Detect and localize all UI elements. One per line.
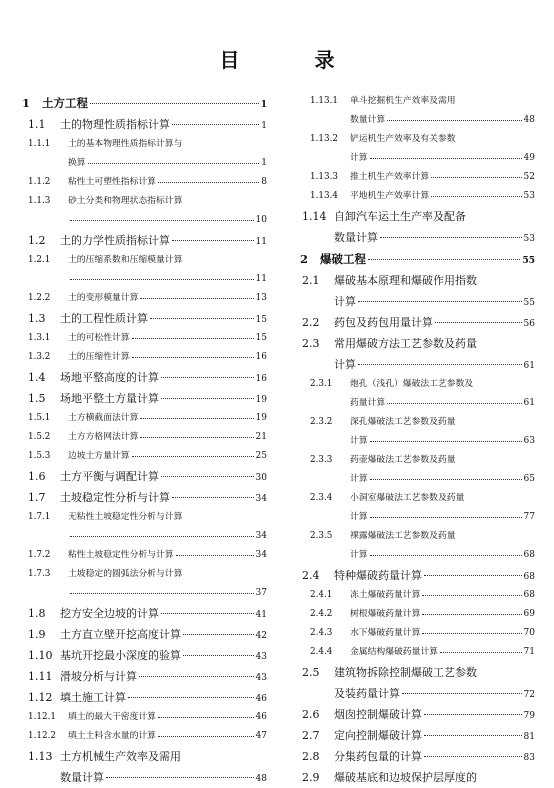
toc-dot-leader [424,735,522,736]
toc-entry-number: 2.4 [302,569,320,582]
toc-entry [22,508,267,527]
toc-dot-leader [435,322,522,323]
toc-entry-number: 1.3.2 [28,352,51,362]
toc-entry [300,662,535,683]
toc-dot-leader [370,158,522,159]
toc-dot-leader [139,676,254,677]
toc-dot-leader [158,182,259,183]
toc-entry [22,447,267,466]
toc-dot-leader [172,124,259,125]
toc-entry [300,470,535,489]
toc-entry-number: 1.9 [28,628,46,641]
toc-entry-title: 无粘性土坡稳定性分析与计算 [68,512,183,522]
toc-dot-leader [88,163,260,164]
toc-page-number: 47 [255,731,267,741]
toc-entry-number: 1.1 [28,118,46,131]
toc-entry [22,603,267,624]
toc-entry [300,354,535,375]
toc-entry-title: 单斗挖掘机生产效率及需用 [350,96,456,106]
toc-entry-title: 边坡土方量计算 [68,451,130,461]
toc-entry-title: 土坡稳定的圆弧法分析与计算 [68,569,183,579]
toc-entry-number: 2.5 [302,666,320,679]
toc-page-number: 68 [523,572,535,582]
toc-dot-leader [140,437,253,438]
toc-page-number: 43 [255,673,267,683]
toc-entry-title: 数量计算 [60,771,104,784]
toc-page-number: 16 [255,374,267,384]
toc-page-number: 79 [523,711,535,721]
toc-entry-number: 1.14 [302,210,327,223]
toc-entry-title: 粘性土坡稳定性分析与计算 [68,550,174,560]
toc-page-number: 48 [523,115,535,125]
toc-entry-title: 常用爆破方法工艺参数及药量 [334,337,477,350]
toc-dot-leader [183,634,254,635]
toc-entry [22,388,267,409]
toc-entry-title: 计算 [350,512,368,522]
toc-entry-number: 2.4.3 [310,628,333,638]
toc-entry-title: 自卸汽车运土生产率及配备 [334,210,466,223]
toc-entry [300,565,535,586]
toc-entry-title: 药包及药包用量计算 [334,316,433,329]
toc-entry [22,527,267,546]
toc-entry [300,489,535,508]
toc-page-number: 63 [523,436,535,446]
toc-entry-title: 烟囱控制爆破计算 [334,708,422,721]
toc-entry-number: 1.13.4 [310,191,338,201]
toc-entry-title: 滑坡分析与计算 [60,670,137,683]
toc-entry-title: 计算 [334,295,356,308]
toc-dot-leader [140,418,253,419]
toc-page-number: 53 [523,234,535,244]
toc-page-number: 30 [255,473,267,483]
toc-page-number: 68 [523,550,535,560]
toc-page-number: 25 [255,451,267,461]
toc-entry-title: 土的基本物理性质指标计算与 [68,139,183,149]
toc-page-number: 55 [523,298,535,308]
toc-entry [300,248,535,270]
toc-entry [22,767,267,788]
toc-dot-leader [424,575,522,576]
toc-entry [300,227,535,248]
toc-entry-title: 冻土爆破药量计算 [350,590,421,600]
toc-entry-number: 1.7 [28,491,46,504]
toc-dot-leader [422,595,521,596]
toc-page-number: 16 [255,352,267,362]
toc-entry [300,432,535,451]
toc-entry [22,308,267,329]
toc-entry-title: 平地机生产效率计算 [350,191,430,201]
toc-page-number: 15 [255,315,267,325]
toc-entry-number: 2.6 [302,708,320,721]
toc-entry [300,527,535,546]
toc-page-number: 37 [255,588,267,598]
toc-page-number: 34 [255,494,267,504]
toc-entry-number: 2 [300,252,309,266]
toc-entry [300,312,535,333]
toc-page-number: 71 [523,647,535,657]
toc-entry-number: 1.5.2 [28,432,51,442]
toc-page-number: 55 [522,256,535,266]
toc-entry-number: 1.7.3 [28,569,51,579]
toc-entry-number: 1.8 [28,607,46,620]
toc-entry [300,270,535,291]
toc-entry-title: 场地平整土方量计算 [60,392,159,405]
toc-entry-number: 2.4.1 [310,590,333,600]
toc-dot-leader [431,177,521,178]
toc-page-number: 52 [523,172,535,182]
toc-page-number: 34 [255,550,267,560]
toc-dot-leader [70,220,254,221]
toc-entry-title: 树根爆破药量计算 [350,609,421,619]
toc-entry [22,329,267,348]
toc-page-number: 53 [523,191,535,201]
toc-dot-leader [161,613,254,614]
toc-dot-leader [158,717,254,718]
toc-page-number: 56 [523,319,535,329]
toc-dot-leader [402,693,522,694]
toc-entry [300,149,535,168]
toc-entry-title: 填土施工计算 [60,691,126,704]
toc-entry [22,727,267,746]
toc-entry-title: 土的物理性质指标计算 [60,118,170,131]
toc-entry-title: 土的压缩性计算 [68,352,130,362]
toc-entry-title: 金属结构爆破药量计算 [350,647,438,657]
toc-entry-title: 计算 [350,436,368,446]
toc-entry [300,111,535,130]
toc-entry-number: 1.10 [28,649,53,662]
toc-entry-title: 铲运机生产效率及有关参数 [350,134,456,144]
toc-entry [300,130,535,149]
toc-entry [300,508,535,527]
toc-entry [22,289,267,308]
toc-entry [300,394,535,413]
toc-entry-title: 土方横截面法计算 [68,413,139,423]
toc-dot-leader [358,364,522,365]
toc-entry [300,413,535,432]
toc-dot-leader [158,736,254,737]
toc-entry [22,687,267,708]
toc-page-number: 41 [255,610,267,620]
toc-page-number: 65 [523,474,535,484]
toc-entry [22,348,267,367]
toc-entry-title: 计算 [334,358,356,371]
toc-entry-number: 1.2.2 [28,293,51,303]
toc-entry-number: 1.2.1 [28,255,51,265]
toc-dot-leader [172,497,254,498]
toc-entry [300,168,535,187]
toc-entry-title: 及装药量计算 [334,687,400,700]
toc-entry [300,605,535,624]
toc-page-number: 61 [523,361,535,371]
toc-entry-number: 1.13 [28,750,53,763]
toc-page-number: 43 [255,652,267,662]
toc-entry-title: 数量计算 [350,115,386,125]
toc-entry-number: 2.3 [302,337,320,350]
toc-page-number: 48 [255,774,267,784]
toc-entry [22,708,267,727]
toc-page-number: 83 [523,753,535,763]
toc-entry-title: 小洞室爆破法工艺参数及药量 [350,493,465,503]
toc-entry-number: 2.3.1 [310,379,333,389]
toc-entry-title: 换算 [68,158,86,168]
toc-entry [22,666,267,687]
toc-entry-number: 1.3 [28,312,46,325]
toc-dot-leader [422,614,521,615]
toc-left-column [22,92,267,788]
toc-page-number: 11 [255,237,267,247]
toc-entry [22,466,267,487]
toc-entry-number: 2.4.4 [310,647,333,657]
toc-entry-title: 建筑物拆除控制爆破工艺参数 [334,666,477,679]
toc-entry-title: 土方平衡与调配计算 [60,470,159,483]
toc-dot-leader [161,398,254,399]
toc-page-number: 13 [255,293,267,303]
toc-dot-leader [387,403,521,404]
toc-entry [22,409,267,428]
toc-entry-number: 1.12.1 [28,712,56,722]
toc-entry [22,367,267,388]
toc-dot-leader [387,120,521,121]
toc-entry-number: 1.12 [28,691,53,704]
toc-entry [22,584,267,603]
toc-entry-number: 2.8 [302,750,320,763]
toc-entry-title: 计算 [350,550,368,560]
toc-right-column [300,92,535,788]
toc-entry-title: 土方直立壁开挖高度计算 [60,628,181,641]
toc-entry-title: 填土的最大干密度计算 [68,712,156,722]
toc-entry [22,192,267,211]
toc-entry-number: 2.9 [302,771,320,784]
toc-entry-number: 1.11 [28,670,53,683]
toc-page-number: 8 [261,177,267,187]
toc-entry [22,251,267,270]
toc-entry-number: 1.5.1 [28,413,51,423]
toc-entry-title: 土的工程性质计算 [60,312,148,325]
toc-entry-title: 粘性土可塑性指标计算 [68,177,156,187]
toc-dot-leader [183,655,254,656]
toc-dot-leader [431,196,521,197]
toc-entry-number: 2.3.4 [310,493,333,503]
toc-page-number: 72 [523,690,535,700]
toc-dot-leader [176,555,254,556]
toc-page-number: 1 [260,100,267,110]
toc-entry [22,546,267,565]
toc-dot-leader [370,517,522,518]
toc-entry-number: 2.4.2 [310,609,333,619]
toc-entry [300,624,535,643]
toc-dot-leader [422,633,521,634]
toc-entry-number: 1.1.1 [28,139,51,149]
toc-entry-number: 1.4 [28,371,46,384]
toc-entry [300,643,535,662]
toc-entry-number: 1.7.2 [28,550,51,560]
toc-entry-number: 2.1 [302,274,320,287]
toc-entry-title: 土的可松性计算 [68,333,130,343]
toc-entry [22,565,267,584]
toc-entry-number: 1.13.3 [310,172,338,182]
toc-page-number: 46 [255,712,267,722]
toc-entry-title: 数量计算 [334,231,378,244]
toc-entry-title: 土坡稳定性分析与计算 [60,491,170,504]
toc-page-number: 19 [255,395,267,405]
toc-entry [300,187,535,206]
toc-dot-leader [132,456,254,457]
toc-dot-leader [370,479,522,480]
toc-entry-title: 场地平整高度的计算 [60,371,159,384]
toc-entry-title: 砂土分类和物理状态指标计算 [68,196,183,206]
toc-entry-number: 1.3.1 [28,333,51,343]
toc-entry-number: 2.7 [302,729,320,742]
toc-dot-leader [358,301,522,302]
toc-page-number: 10 [255,215,267,225]
toc-entry-title: 分集药包量的计算 [334,750,422,763]
toc-entry-title: 土的力学性质指标计算 [60,234,170,247]
toc-page-number: 11 [255,274,267,284]
toc-dot-leader [161,476,254,477]
toc-dot-leader [140,298,253,299]
toc-entry [22,428,267,447]
toc-entry [300,704,535,725]
toc-dot-leader [132,357,254,358]
toc-entry-number: 1.13.2 [310,134,338,144]
toc-entry-title: 特种爆破药量计算 [334,569,422,582]
toc-entry-number: 1.5.3 [28,451,51,461]
toc-page-number: 1 [261,121,267,131]
toc-entry-title: 推土机生产效率计算 [350,172,430,182]
toc-entry [22,645,267,666]
toc-page-number: 77 [523,512,535,522]
toc-dot-leader [150,318,254,319]
toc-entry-title: 土的变形模量计算 [68,293,139,303]
toc-entry [22,270,267,289]
toc-page-number: 34 [255,531,267,541]
toc-entry-number: 2.3.5 [310,531,333,541]
toc-entry [300,725,535,746]
toc-dot-leader [424,756,522,757]
toc-entry-number: 2.3.2 [310,417,333,427]
toc-page-number: 69 [523,609,535,619]
toc-entry-title: 计算 [350,153,368,163]
toc-dot-leader [132,338,254,339]
toc-dot-leader [172,240,254,241]
toc-dot-leader [161,377,254,378]
toc-page-number: 42 [255,631,267,641]
toc-entry-number: 1.7.1 [28,512,51,522]
toc-page-number: 49 [523,153,535,163]
toc-dot-leader [370,555,522,556]
toc-entry [300,746,535,767]
toc-entry-title: 爆破基底和边坡保护层厚度的 [334,771,477,784]
toc-entry-number: 1.13.1 [310,96,338,106]
toc-dot-leader [368,259,520,260]
toc-entry [300,206,535,227]
toc-entry-number: 1 [22,96,31,110]
toc-entry-number: 2.2 [302,316,320,329]
toc-entry [300,291,535,312]
page-title: 目 录 [219,48,369,72]
toc-dot-leader [128,697,254,698]
toc-entry-title: 基坑开挖最小深度的验算 [60,649,181,662]
toc-entry [22,746,267,767]
toc-entry-title: 填土土料含水量的计算 [68,731,156,741]
toc-entry-title: 深孔爆破法工艺参数及药量 [350,417,456,427]
toc-entry-title: 土方方格网法计算 [68,432,139,442]
toc-entry-number: 1.2 [28,234,46,247]
toc-dot-leader [70,536,254,537]
toc-dot-leader [106,777,254,778]
toc-entry [300,92,535,111]
toc-dot-leader [90,103,259,104]
toc-page-number: 15 [255,333,267,343]
toc-entry-title: 药量计算 [350,398,386,408]
toc-page-number: 1 [261,158,267,168]
toc-entry [300,767,535,788]
toc-entry [300,586,535,605]
toc-entry [22,173,267,192]
toc-page-number: 81 [523,732,535,742]
toc-entry [22,230,267,251]
toc-page-number: 46 [255,694,267,704]
toc-entry-title: 定向控制爆破计算 [334,729,422,742]
toc-entry [22,114,267,135]
toc-entry-title: 计算 [350,474,368,484]
toc-entry [22,92,267,114]
toc-page-number: 21 [255,432,267,442]
toc-entry-title: 炮孔（浅孔）爆破法工艺参数及 [350,379,474,389]
toc-entry-title: 水下爆破药量计算 [350,628,421,638]
toc-entry-title: 土方工程 [42,96,88,110]
toc-entry-title: 土的压缩系数和压缩模量计算 [68,255,183,265]
toc-entry-number: 1.5 [28,392,46,405]
toc-entry-number: 1.1.3 [28,196,51,206]
toc-page-number: 70 [523,628,535,638]
toc-page-number: 19 [255,413,267,423]
toc-page-number: 61 [523,398,535,408]
toc-dot-leader [370,441,522,442]
toc-entry-title: 药壶爆破法工艺参数及药量 [350,455,456,465]
toc-dot-leader [424,714,522,715]
toc-entry [300,375,535,394]
toc-entry-title: 爆破工程 [320,252,366,266]
toc-entry-title: 土方机械生产效率及需用 [60,750,181,763]
toc-entry-title: 裸露爆破法工艺参数及药量 [350,531,456,541]
toc-entry-number: 2.3.3 [310,455,333,465]
toc-entry [22,624,267,645]
toc-entry-number: 1.1.2 [28,177,51,187]
toc-dot-leader [70,593,254,594]
toc-entry [300,451,535,470]
toc-entry [22,487,267,508]
toc-entry-title: 爆破基本原理和爆破作用指数 [334,274,477,287]
toc-entry [300,546,535,565]
toc-entry [300,683,535,704]
toc-dot-leader [380,237,522,238]
toc-entry-title: 挖方安全边坡的计算 [60,607,159,620]
toc-entry [22,154,267,173]
toc-page-number: 68 [523,590,535,600]
toc-entry [300,333,535,354]
toc-dot-leader [440,652,522,653]
toc-entry-number: 1.6 [28,470,46,483]
toc-entry-number: 1.12.2 [28,731,56,741]
toc-dot-leader [70,279,254,280]
toc-entry [22,135,267,154]
toc-entry [22,211,267,230]
